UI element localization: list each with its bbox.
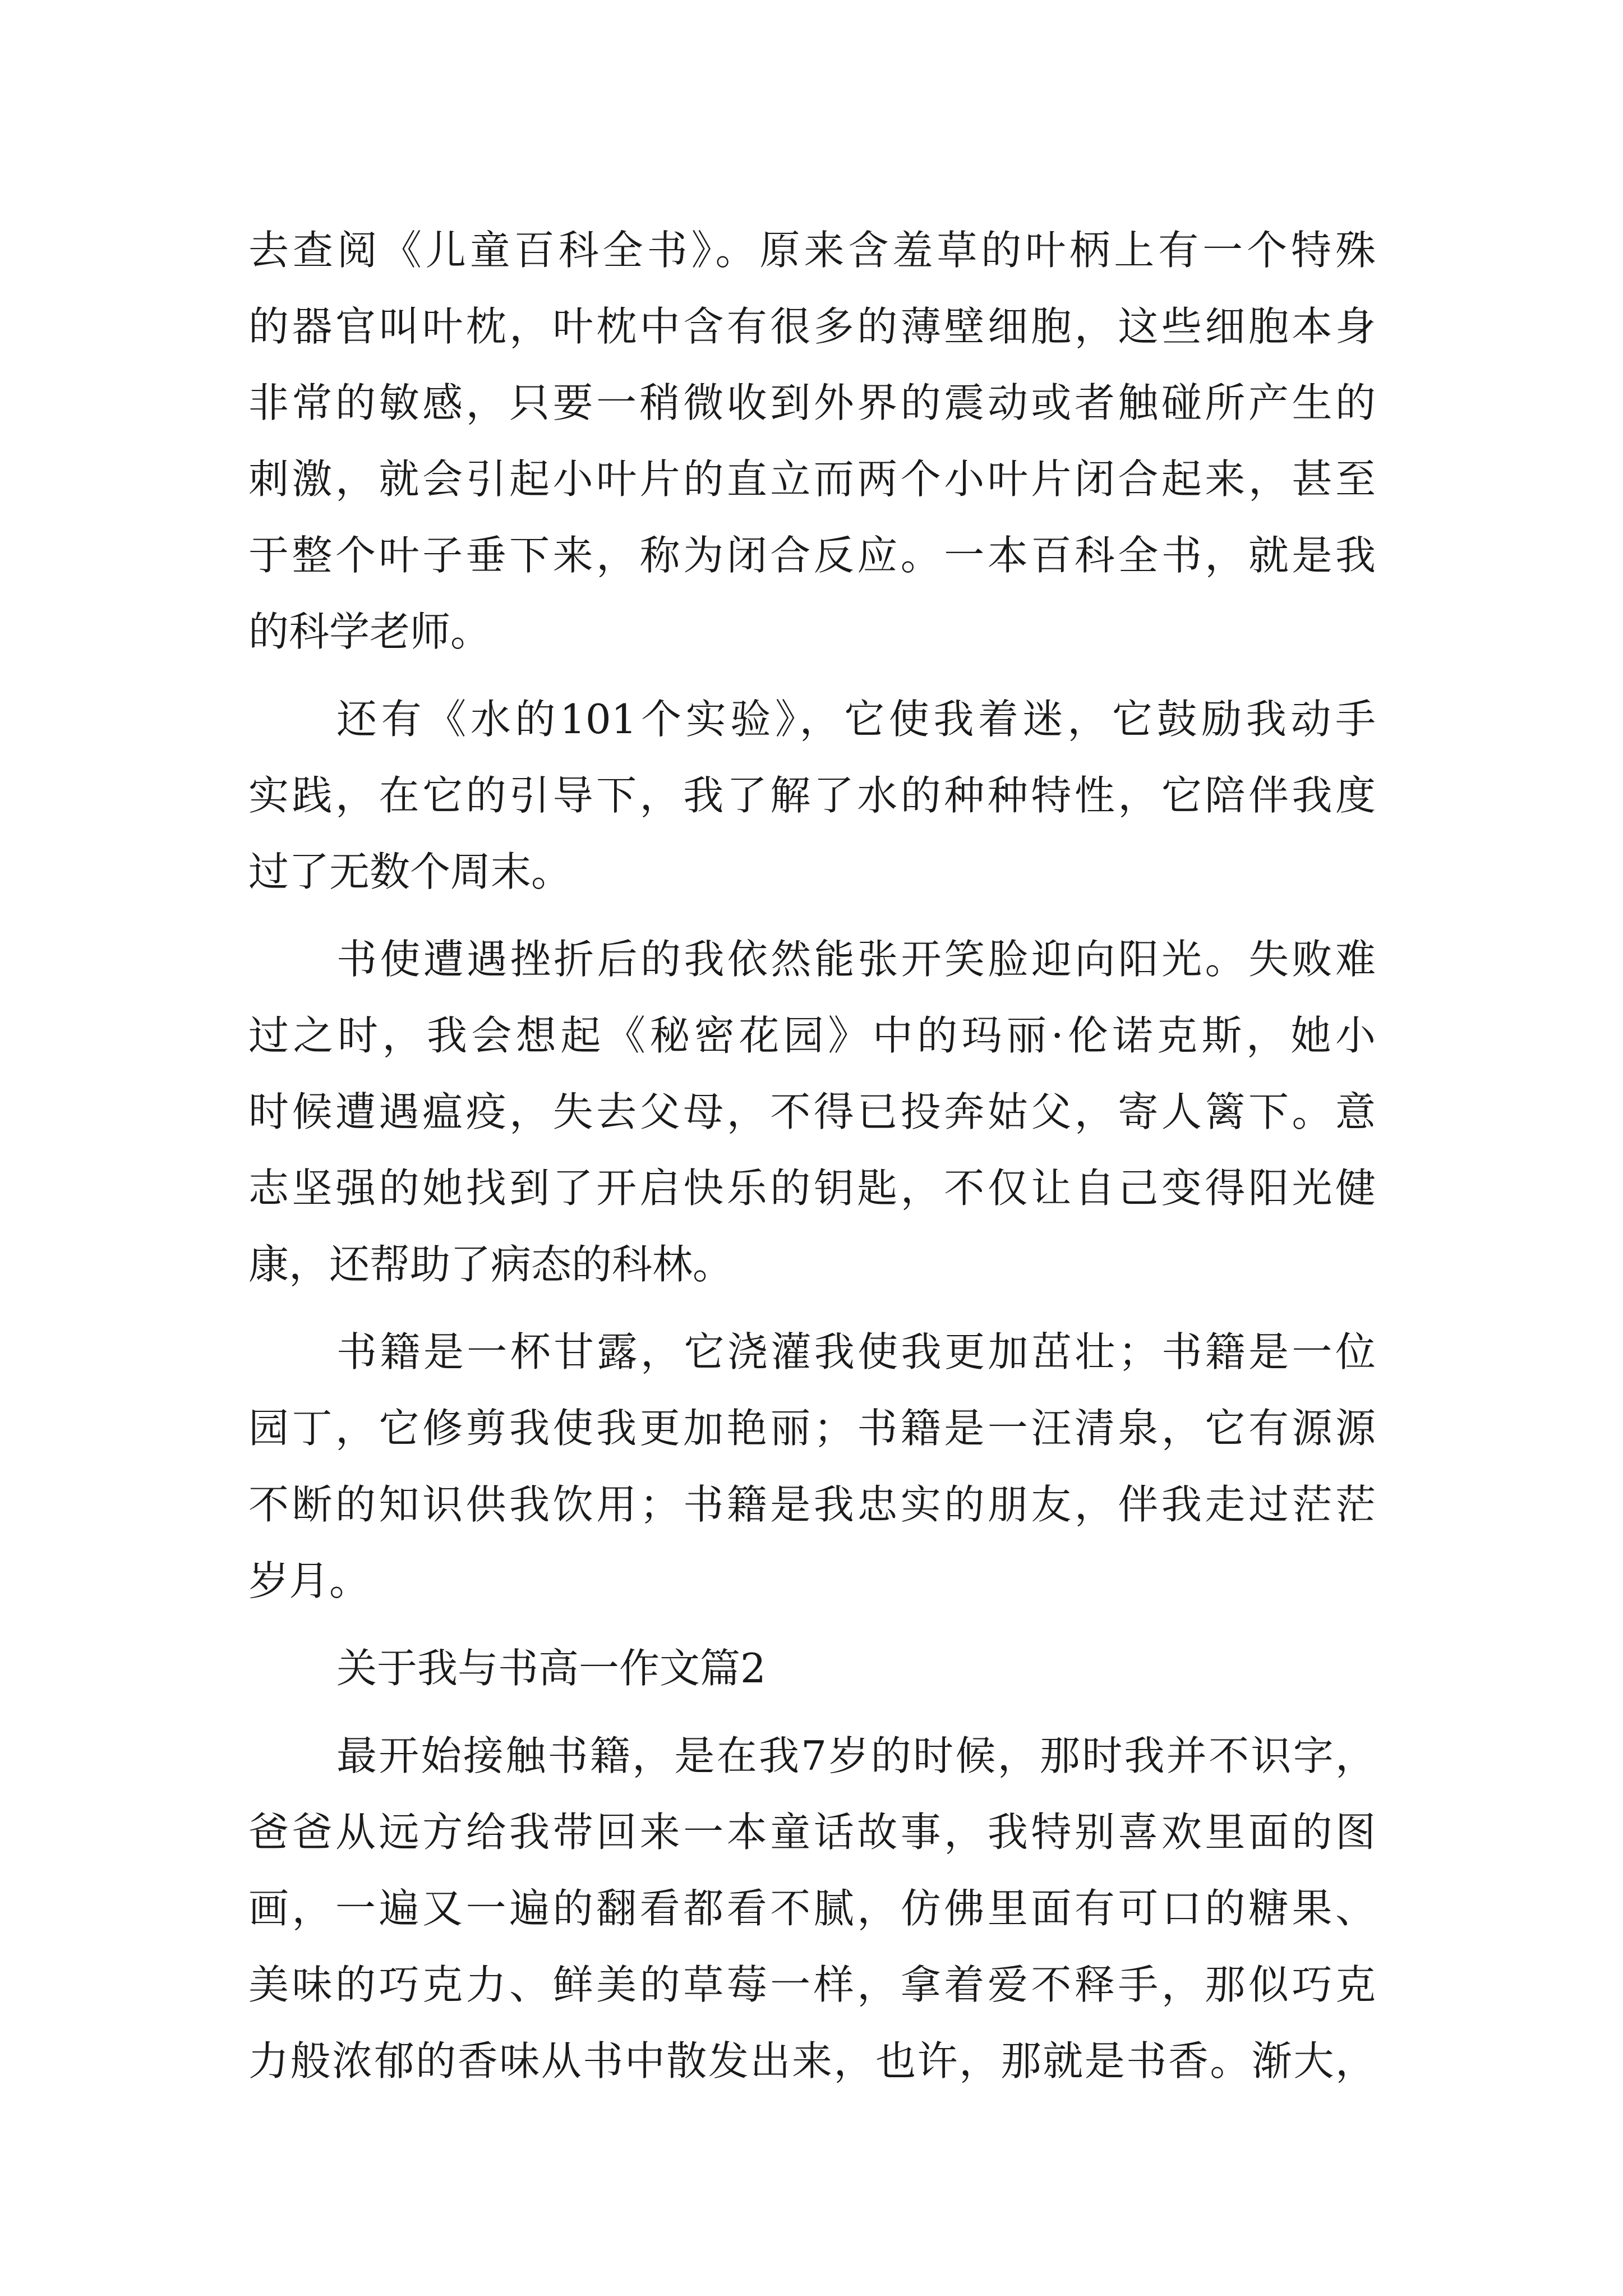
text-line: 书籍是一杯甘露，它浇灌我使我更加茁壮；书籍是一位 — [336, 1328, 1376, 1375]
paragraph-water-experiments — [248, 681, 1376, 910]
text-line: 的器官叫叶枕，叶枕中含有很多的薄壁细胞，这些细胞本身 — [248, 303, 1376, 350]
text-line: 时候遭遇瘟疫，失去父母，不得已投奔姑父，寄人篱下。意 — [248, 1088, 1376, 1135]
text-line: 于整个叶子垂下来，称为闭合反应。一本百科全书，就是我 — [248, 532, 1376, 579]
text-line: 书使遭遇挫折后的我依然能张开笑脸迎向阳光。失败难 — [336, 936, 1376, 983]
text-line: 还有《水的101个实验》，它使我着迷，它鼓励我动手 — [336, 696, 1376, 743]
text-line: 岁月。 — [248, 1557, 370, 1604]
text-line: 的科学老师。 — [248, 608, 491, 655]
paragraph-encyclopedia — [248, 212, 1376, 670]
text-line: 志坚强的她找到了开启快乐的钥匙，不仅让自己变得阳光健 — [248, 1165, 1376, 1212]
paragraph-books-metaphor — [248, 1314, 1376, 1619]
text-line: 过了无数个周末。 — [248, 848, 572, 895]
text-line: 实践，在它的引导下，我了解了水的种种特性，它陪伴我度 — [248, 772, 1376, 819]
section-heading — [248, 1630, 1376, 1706]
text-line: 去查阅《儿童百科全书》。原来含羞草的叶柄上有一个特殊 — [248, 227, 1376, 274]
text-line: 爸爸从远方给我带回来一本童话故事，我特别喜欢里面的图 — [248, 1809, 1376, 1856]
text-line: 康，还帮助了病态的科林。 — [248, 1241, 734, 1288]
text-line: 力般浓郁的香味从书中散发出来，也许，那就是书香。渐大， — [248, 2037, 1376, 2085]
text-line: 美味的巧克力、鲜美的草莓一样，拿着爱不释手，那似巧克 — [248, 1961, 1376, 2008]
text-line: 园丁，它修剪我使我更加艳丽；书籍是一汪清泉，它有源源 — [248, 1405, 1376, 1452]
heading-text: 关于我与书高一作文篇2 — [336, 1645, 766, 1692]
text-line: 画，一遍又一遍的翻看都看不腻，仿佛里面有可口的糖果、 — [248, 1885, 1376, 1932]
text-line: 最开始接触书籍，是在我7岁的时候，那时我并不识字， — [336, 1732, 1376, 1779]
text-line: 过之时，我会想起《秘密花园》中的玛丽·伦诺克斯，她小 — [248, 1012, 1376, 1059]
text-line: 非常的敏感，只要一稍微收到外界的震动或者触碰所产生的 — [248, 379, 1376, 426]
document-body — [248, 212, 1376, 2110]
paragraph-first-contact — [248, 1718, 1376, 2099]
text-line: 不断的知识供我饮用；书籍是我忠实的朋友，伴我走过茫茫 — [248, 1481, 1376, 1528]
text-line: 刺激，就会引起小叶片的直立而两个小叶片闭合起来，甚至 — [248, 455, 1376, 503]
paragraph-secret-garden — [248, 921, 1376, 1303]
